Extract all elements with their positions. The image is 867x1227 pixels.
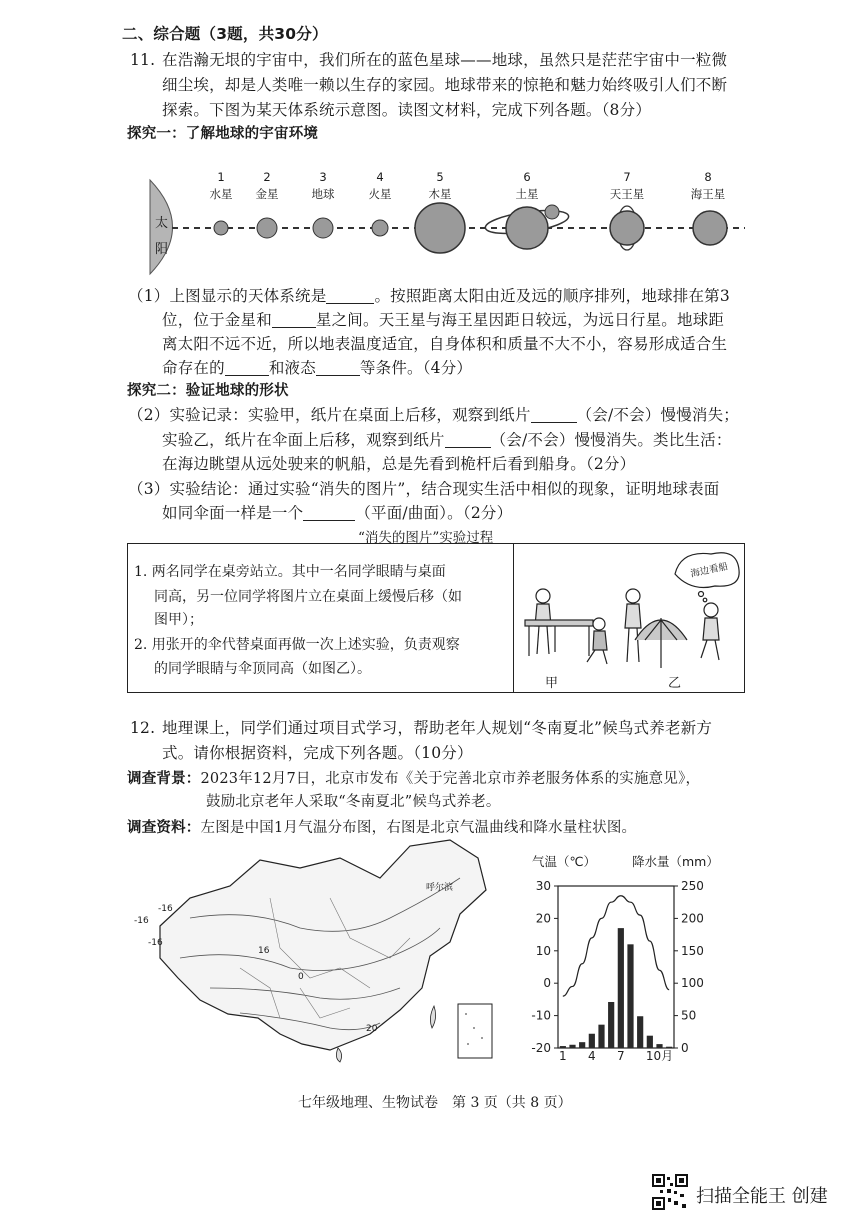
data-text: 左图是中国1月气温分布图，右图是北京气温曲线和降水量柱状图。 bbox=[200, 820, 637, 836]
planet-number: 8 bbox=[704, 170, 712, 184]
q11-number: 11. bbox=[130, 51, 156, 69]
sun-label-2: 阳 bbox=[155, 242, 169, 257]
planet-number: 2 bbox=[263, 170, 271, 184]
planet-number: 6 bbox=[523, 170, 531, 184]
answer-blank[interactable] bbox=[445, 431, 491, 448]
label-jia: 甲 bbox=[545, 676, 559, 691]
background-text: 2023年12月7日，北京市发布《关于完善北京市养老服务体系的实施意见》， bbox=[200, 771, 701, 787]
planet-name: 海王星 bbox=[690, 187, 726, 201]
planet-name: 木星 bbox=[428, 187, 452, 201]
right-tick-label: 100 bbox=[681, 976, 704, 991]
planet-name: 土星 bbox=[515, 187, 539, 201]
answer-blank[interactable] bbox=[316, 359, 360, 376]
planet-mercury bbox=[214, 221, 228, 235]
sea-dots bbox=[465, 1013, 483, 1045]
precipitation-bar bbox=[656, 1044, 662, 1048]
precipitation-bar bbox=[637, 1016, 643, 1048]
precipitation-bar bbox=[589, 1034, 595, 1048]
precipitation-bar bbox=[608, 1002, 614, 1048]
q11-part1-line2 bbox=[162, 308, 724, 332]
text: 位，位于金星和 bbox=[162, 311, 272, 329]
q12-number: 12. bbox=[130, 719, 156, 737]
experiment-step2-line1: 2. 用张开的伞代替桌面再做一次上述实验，负责观察 bbox=[134, 637, 460, 653]
q12-line1: 地理课上，同学们通过项目式学习，帮助老年人规划“冬南夏北”候鸟式养老新方 bbox=[162, 719, 713, 737]
background-line2: 鼓励北京老年人采取“冬南夏北”候鸟式养老。 bbox=[206, 794, 501, 810]
experiment-step1-line1: 1. 两名同学在桌旁站立。其中一名同学眼睛与桌面 bbox=[134, 564, 446, 580]
answer-blank[interactable] bbox=[303, 504, 355, 521]
x-tick-label: 1 bbox=[559, 1049, 567, 1063]
text: （平面/曲面）。（2分） bbox=[355, 504, 513, 522]
q11-part3-line2 bbox=[162, 501, 512, 525]
south-china-sea-inset bbox=[458, 1004, 492, 1058]
text: 和液态 bbox=[268, 359, 316, 377]
answer-blank[interactable] bbox=[272, 311, 316, 328]
background-label: 调查背景： bbox=[127, 771, 201, 787]
text: （会/不会）慢慢消失； bbox=[576, 406, 740, 424]
precipitation-bar bbox=[666, 1047, 672, 1048]
experiment-step1-line2: 同高，另一位同学将图片立在桌面上缓慢后移（如 bbox=[154, 589, 462, 605]
q11-part2-line2 bbox=[162, 428, 732, 452]
precipitation-bar bbox=[627, 944, 633, 1048]
map-label: -16 bbox=[148, 938, 163, 948]
q11-line1: 在浩瀚无垠的宇宙中，我们所在的蓝色星球——地球，虽然只是茫茫宇宙中一粒微 bbox=[162, 51, 728, 69]
q11-part1-line1 bbox=[128, 284, 730, 308]
watermark-text: 扫描全能王 创建 bbox=[696, 1186, 828, 1207]
solar-system-diagram bbox=[0, 0, 867, 300]
map-label: -16 bbox=[158, 904, 173, 914]
right-axis-title: 降水量（mm） bbox=[632, 854, 719, 869]
data-line1 bbox=[127, 815, 636, 840]
planet-saturn bbox=[506, 207, 548, 249]
q11-part1-line3: 离太阳不远不近，所以地表温度适宜，自身体积和质量不大不小，容易形成适合生 bbox=[162, 335, 728, 353]
precipitation-bar bbox=[618, 928, 624, 1048]
planet-neptune bbox=[693, 211, 727, 245]
precipitation-bar bbox=[579, 1042, 585, 1048]
right-tick-label: 150 bbox=[681, 943, 704, 958]
text: 等条件。（4分） bbox=[359, 359, 473, 377]
planet-jupiter bbox=[415, 203, 465, 253]
planet-mars bbox=[372, 220, 388, 236]
text: 星之间。天王星与海王星因距日较远，为远日行星。地球距 bbox=[315, 311, 725, 329]
left-tick-label: 30 bbox=[535, 879, 551, 893]
climate-chart-svg bbox=[520, 848, 730, 1063]
sun-label-1: 太 bbox=[155, 216, 169, 231]
left-tick-label: -20 bbox=[531, 1041, 551, 1055]
text: 如同伞面一样是一个 bbox=[162, 504, 304, 522]
q11-part3-line1: （3）实验结论：通过实验“消失的图片”，结合现实生活中相似的现象，证明地球表面 bbox=[128, 480, 720, 498]
planet-number: 7 bbox=[623, 170, 631, 184]
page-footer: 七年级地理、生物试卷 第 3 页（共 8 页） bbox=[298, 1095, 572, 1111]
text: （会/不会）慢慢消失。类比生活： bbox=[490, 431, 732, 449]
section-heading: 二、综合题（3题，共30分） bbox=[122, 25, 328, 43]
left-tick-label: -10 bbox=[531, 1008, 551, 1023]
explore2-heading: 探究二：验证地球的形状 bbox=[127, 383, 289, 399]
answer-blank[interactable] bbox=[531, 406, 577, 423]
planet-name: 金星 bbox=[255, 187, 279, 201]
background-line1 bbox=[127, 766, 700, 791]
precipitation-bar bbox=[598, 1025, 604, 1048]
thought-bubble-text: 海边看船 bbox=[689, 561, 730, 580]
map-outline bbox=[160, 840, 486, 1050]
planet-name: 水星 bbox=[209, 187, 233, 201]
q11-part1-line4 bbox=[162, 356, 472, 380]
map-label: 呼尔滨 bbox=[426, 883, 454, 893]
left-axis-title: 气温（℃） bbox=[532, 854, 597, 869]
taiwan-island bbox=[430, 1006, 435, 1028]
answer-blank[interactable] bbox=[326, 287, 374, 304]
planet-name: 火星 bbox=[368, 187, 392, 201]
precipitation-bar bbox=[647, 1036, 653, 1048]
text: 实验乙，纸片在伞面上后移，观察到纸片 bbox=[162, 431, 445, 449]
map-label: -16 bbox=[134, 916, 149, 926]
text: （1）上图显示的天体系统是 bbox=[128, 287, 327, 305]
left-tick-label: 20 bbox=[535, 911, 551, 926]
figure-jia bbox=[525, 589, 607, 664]
q11-part2-line1 bbox=[128, 403, 739, 427]
map-label: 20 bbox=[366, 1024, 378, 1034]
right-tick-label: 200 bbox=[681, 911, 704, 926]
x-tick-label: 10月 bbox=[645, 1049, 674, 1063]
experiment-step2-line2: 的同学眼睛与伞顶同高（如图乙）。 bbox=[154, 661, 371, 677]
precipitation-bar bbox=[560, 1046, 566, 1048]
right-tick-label: 50 bbox=[681, 1008, 697, 1023]
saturn-moon bbox=[545, 205, 559, 219]
explore1-heading: 探究一：了解地球的宇宙环境 bbox=[127, 126, 319, 142]
experiment-title: “消失的图片”实验过程 bbox=[358, 530, 494, 546]
hainan-island bbox=[336, 1048, 341, 1062]
planet-name: 地球 bbox=[311, 187, 335, 201]
map-label: 16 bbox=[258, 946, 270, 956]
x-tick-label: 4 bbox=[588, 1049, 596, 1063]
text: 。按照距离太阳由近及远的顺序排列，地球排在第3 bbox=[374, 287, 730, 305]
x-tick-label: 7 bbox=[617, 1049, 625, 1063]
q11-line2: 细尘埃，却是人类唯一赖以生存的家园。地球带来的惊艳和魅力始终吸引人们不断 bbox=[162, 76, 728, 94]
precipitation-bar bbox=[569, 1045, 575, 1048]
planet-venus bbox=[257, 218, 277, 238]
experiment-step1-line3: 图甲）； bbox=[154, 612, 203, 628]
q11-line3: 探索。下图为某天体系统示意图。读图文材料，完成下列各题。（8分） bbox=[162, 101, 652, 119]
china-january-temperature-map bbox=[130, 838, 500, 1074]
text: （2）实验记录：实验甲，纸片在桌面上后移，观察到纸片 bbox=[128, 406, 531, 424]
temperature-curve bbox=[563, 896, 669, 996]
q12-line2: 式。请你根据资料，完成下列各题。（10分） bbox=[162, 744, 473, 762]
qr-code-icon bbox=[652, 1174, 688, 1210]
answer-blank[interactable] bbox=[225, 359, 269, 376]
label-yi: 乙 bbox=[668, 676, 682, 691]
map-label: 0 bbox=[298, 972, 304, 982]
q11-part2-line3: 在海边眺望从远处驶来的帆船，总是先看到桅杆后看到船身。（2分） bbox=[162, 455, 636, 473]
divider bbox=[513, 544, 514, 692]
right-tick-label: 0 bbox=[681, 1041, 689, 1055]
planet-number: 1 bbox=[217, 170, 225, 184]
right-tick-label: 250 bbox=[681, 879, 704, 893]
beijing-climate-chart bbox=[520, 848, 730, 1063]
left-tick-label: 0 bbox=[543, 976, 551, 991]
planet-number: 4 bbox=[376, 170, 384, 184]
planet-uranus bbox=[610, 211, 644, 245]
planet-earth bbox=[313, 218, 333, 238]
planet-name: 天王星 bbox=[609, 187, 645, 201]
planet-number: 5 bbox=[436, 170, 444, 184]
text: 命存在的 bbox=[162, 359, 225, 377]
experiment-illustration bbox=[515, 544, 744, 692]
data-label: 调查资料： bbox=[127, 820, 201, 836]
experiment-box bbox=[127, 543, 745, 693]
planet-number: 3 bbox=[319, 170, 327, 184]
left-tick-label: 10 bbox=[535, 943, 551, 958]
